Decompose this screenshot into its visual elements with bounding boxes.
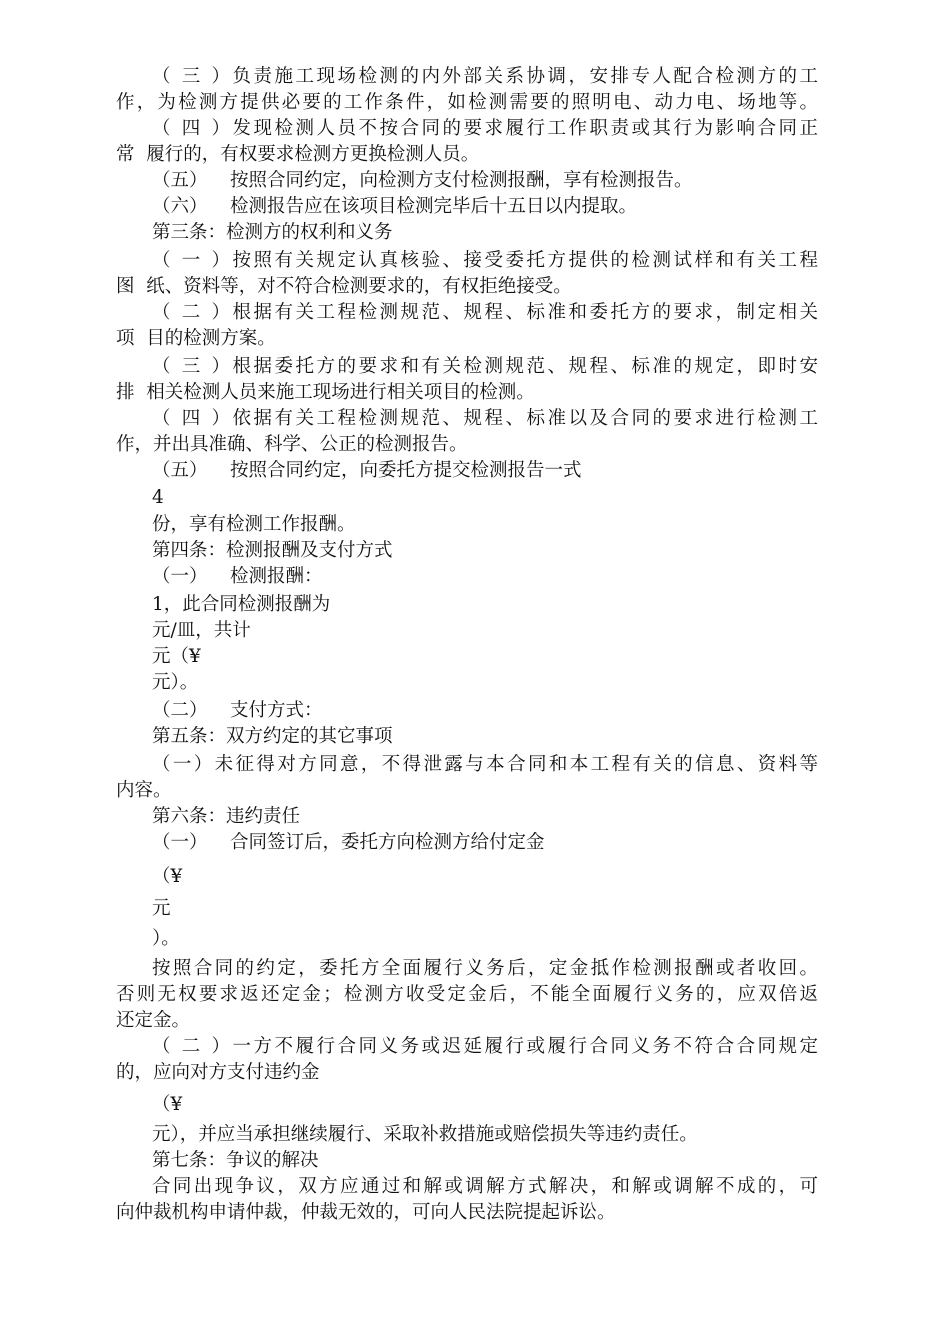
clause-number: （二） — [152, 1036, 230, 1057]
line-text: 元（¥ — [152, 646, 201, 667]
text-line — [152, 866, 818, 888]
clause-number: （一） — [152, 832, 208, 853]
section-heading — [152, 1150, 818, 1172]
text-line — [116, 382, 818, 404]
text-line — [116, 92, 818, 114]
line-text: 1，此合同检测报酬为 — [152, 594, 331, 615]
line-text: 根据有关工程检测规范、规程、标准和委托方的要求，制定相关 — [230, 302, 818, 323]
line-text: 项 目的检测方案。 — [116, 328, 276, 349]
line-text: 作，并出具准确、科学、公正的检测报告。 — [116, 434, 468, 455]
line-text: 按照合同约定，向委托方提交检测报告一式 — [230, 460, 582, 481]
line-text: 负责施工现场检测的内外部关系协调，安排专人配合检测方的工 — [230, 66, 818, 87]
clause-number: （三） — [152, 356, 230, 377]
text-line — [152, 898, 818, 920]
clause-number: （六） — [152, 196, 208, 217]
clause-number: （二） — [152, 302, 230, 323]
line-text: 第五条：双方约定的其它事项 — [152, 726, 393, 747]
line-text: 图 纸、资料等，对不符合检测要求的，有权拒绝接受。 — [116, 276, 572, 297]
clause-number: （四） — [152, 408, 230, 429]
text-line — [152, 487, 818, 509]
text-line — [116, 1010, 818, 1032]
clause-number: （一） — [152, 250, 230, 271]
text-line — [116, 144, 818, 166]
text-line — [152, 1176, 818, 1198]
line-text: 向仲裁机构申请仲裁，仲裁无效的，可向人民法院提起诉讼。 — [116, 1202, 616, 1223]
text-line — [152, 460, 818, 482]
line-text: ）。 — [152, 928, 180, 949]
line-text: 按照有关规定认真核验、接受委托方提供的检测试样和有关工程 — [230, 250, 818, 271]
text-line — [116, 1202, 818, 1224]
text-line — [152, 672, 818, 694]
text-line — [152, 754, 818, 776]
text-line — [152, 118, 818, 140]
text-line — [116, 276, 818, 298]
section-heading — [152, 222, 818, 244]
line-text: 第四条：检测报酬及支付方式 — [152, 540, 393, 561]
line-text: 按照合同的约定，委托方全面履行义务后，定金抵作检测报酬或者收回。 — [152, 958, 818, 979]
clause-number: （四） — [152, 118, 230, 139]
text-line — [116, 1062, 818, 1084]
clause-number: （三） — [152, 66, 230, 87]
text-line — [116, 328, 818, 350]
line-text: 发现检测人员不按合同的要求履行工作职责或其行为影响合同正 — [230, 118, 818, 139]
line-text: 否则无权要求返还定金；检测方收受定金后，不能全面履行义务的，应双倍返 — [116, 984, 818, 1005]
text-line — [116, 434, 818, 456]
line-text: 第三条：检测方的权利和义务 — [152, 222, 393, 243]
line-text: 检测报酬： — [230, 566, 323, 587]
line-text: 内容。 — [116, 780, 172, 801]
line-text: 支付方式： — [230, 700, 323, 721]
clause-number: （一） — [152, 566, 208, 587]
line-text: （¥ — [152, 1094, 183, 1115]
copy-count: 4 — [152, 487, 164, 508]
text-line — [152, 408, 818, 430]
line-text: 合同签订后，委托方向检测方给付定金 — [230, 832, 545, 853]
text-line — [152, 66, 818, 88]
text-line — [152, 170, 818, 192]
clause-number: （五） — [152, 170, 208, 191]
section-heading — [152, 540, 818, 562]
line-text: 依据有关工程检测规范、规程、标准以及合同的要求进行检测工 — [230, 408, 818, 429]
text-line — [152, 958, 818, 980]
line-text: 合同出现争议，双方应通过和解或调解方式解决，和解或调解不成的，可 — [152, 1176, 818, 1197]
text-line — [152, 356, 818, 378]
line-text: 元/皿，共计 — [152, 620, 251, 641]
line-text: 份，享有检测工作报酬。 — [152, 514, 356, 535]
line-text: （¥ — [152, 866, 183, 887]
line-text: 作，为检测方提供必要的工作条件，如检测需要的照明电、动力电、场地等。 — [116, 92, 818, 113]
section-heading — [152, 726, 818, 748]
line-text: 元）。 — [152, 672, 199, 693]
text-line — [152, 1036, 818, 1058]
line-text: 根据委托方的要求和有关检测规范、规程、标准的规定，即时安 — [230, 356, 818, 377]
clause-number: （五） — [152, 460, 208, 481]
section-heading — [152, 806, 818, 828]
text-line — [152, 250, 818, 272]
text-line — [116, 780, 818, 802]
text-line — [152, 928, 818, 950]
text-line — [152, 514, 818, 536]
text-line — [152, 832, 818, 854]
text-line — [152, 1124, 818, 1146]
line-text: 按照合同约定，向检测方支付检测报酬，享有检测报告。 — [230, 170, 693, 191]
text-line — [152, 566, 818, 588]
text-line — [152, 700, 818, 722]
text-line — [152, 620, 818, 642]
line-text: 一方不履行合同义务或迟延履行或履行合同义务不符合合同规定 — [230, 1036, 818, 1057]
line-text: 常 履行的，有权要求检测方更换检测人员。 — [116, 144, 480, 165]
line-text: 排 相关检测人员来施工现场进行相关项目的检测。 — [116, 382, 535, 403]
line-text: 第七条：争议的解决 — [152, 1150, 319, 1171]
text-line — [152, 302, 818, 324]
clause-number: （二） — [152, 700, 208, 721]
text-line — [152, 646, 818, 668]
text-line — [152, 594, 818, 616]
line-text: 的，应向对方支付违约金 — [116, 1062, 320, 1083]
text-line — [152, 1094, 818, 1116]
line-text: 第六条：违约责任 — [152, 806, 301, 827]
line-text: 元 — [152, 898, 171, 919]
text-line — [116, 984, 818, 1006]
line-text: 还定金。 — [116, 1010, 191, 1031]
line-text: 检测报告应在该项目检测完毕后十五日以内提取。 — [230, 196, 638, 217]
line-text: （一）未征得对方同意，不得泄露与本合同和本工程有关的信息、资料等 — [152, 754, 818, 775]
line-text: 元），并应当承担继续履行、采取补救措施或赔偿损失等违约责任。 — [152, 1124, 698, 1145]
text-line — [152, 196, 818, 218]
